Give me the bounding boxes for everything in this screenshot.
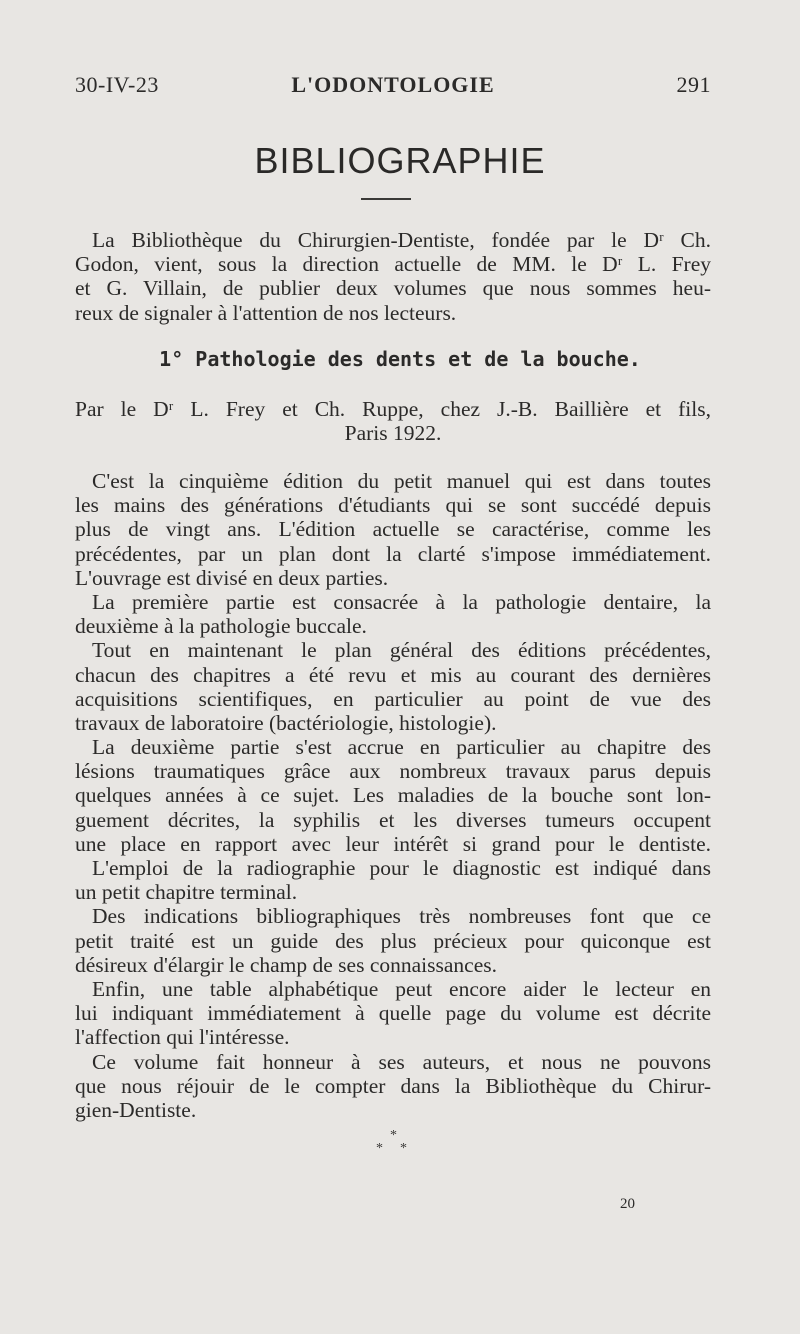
authors-text: Par le Dʳ L. Frey et Ch. Ruppe, chez J.-B. Baillière et fils, (75, 397, 711, 421)
body-line: que nous réjouir de le compter dans la Bibliothèque du Chirur- (75, 1073, 711, 1098)
body-line: lui indiquant immédiatement à quelle page du volume est décrite (75, 1001, 711, 1026)
body-line: plus de vingt ans. L'édition actuelle se caractérise, comme les (75, 517, 711, 542)
section-heading: 1° Pathologie des dents et de la bouche. (159, 347, 641, 371)
running-head (75, 72, 711, 106)
intro-line: La Bibliothèque du Chirurgien-Dentiste, fondée par le Dʳ Ch. (92, 228, 711, 252)
intro-line: reux de signaler à l'attention de nos lecteurs. (75, 300, 457, 325)
title-rule (361, 198, 411, 200)
body-line: C'est la cinquième édition du petit manuel qui est dans toutes (92, 469, 711, 493)
body-line: guement décrites, la syphilis et les diverses tumeurs occupent (75, 807, 711, 832)
authors-line (75, 397, 711, 445)
asterisk-icon: * (400, 1141, 407, 1156)
body-line: L'emploi de la radiographie pour le diagnostic est indiqué dans (92, 856, 711, 880)
body-line: désireux d'élargir le champ de ses connaissances. (75, 952, 497, 977)
body-line: précédentes, par un plan dont la clarté s'impose immédiatement. (75, 541, 711, 566)
body-line: les mains des générations d'étudiants qui se sont succédé depuis (75, 493, 711, 518)
body-line: La deuxième partie s'est accrue en particulier au chapitre des (92, 735, 711, 760)
signature-mark: 20 (620, 1196, 635, 1212)
issue-date: 30-IV-23 (75, 72, 159, 97)
body-line: petit traité est un guide des plus précieux pour quiconque est (75, 928, 711, 953)
body-line: La première partie est consacrée à la pathologie dentaire, la (92, 589, 711, 614)
body-line: Des indications bibliographiques très nombreuses font que ce (92, 904, 711, 929)
body-line: L'ouvrage est divisé en deux parties. (75, 565, 389, 590)
body-line: l'affection qui l'intéresse. (75, 1025, 290, 1050)
journal-name: L'ODONTOLOGIE (291, 72, 495, 97)
body-line: acquisitions scientifiques, en particulier au point de vue des (75, 686, 711, 711)
intro-paragraph (75, 228, 711, 325)
authors-text: Paris 1922. (344, 421, 442, 446)
page-title: BIBLIOGRAPHIE (254, 140, 546, 181)
asterisk-icon: * (390, 1128, 397, 1143)
body-line: deuxième à la pathologie buccale. (75, 614, 367, 639)
body-line: lésions traumatiques grâce aux nombreux travaux parus depuis (75, 759, 711, 784)
asterism-ornament (360, 1128, 420, 1162)
body-line: Tout en maintenant le plan général des éditions précédentes, (92, 638, 711, 663)
body-line: une place en rapport avec leur intérêt si grand pour le dentiste. (75, 831, 711, 856)
page-number-top: 291 (676, 72, 711, 97)
intro-line: Godon, vient, sous la direction actuelle de MM. le Dʳ L. Frey (75, 252, 711, 277)
review-body (75, 469, 711, 1122)
body-line: travaux de laboratoire (bactériologie, histologie). (75, 710, 497, 735)
body-line: un petit chapitre terminal. (75, 880, 298, 905)
body-line: gien-Dentiste. (75, 1097, 197, 1122)
body-line: Enfin, une table alphabétique peut encore aider le lecteur en (92, 976, 711, 1001)
body-line: Ce volume fait honneur à ses auteurs, et nous ne pouvons (92, 1049, 711, 1074)
body-line: quelques années à ce sujet. Les maladies de la bouche sont lon- (75, 783, 711, 808)
intro-line: et G. Villain, de publier deux volumes que nous sommes heu- (75, 276, 711, 301)
asterisk-icon: * (376, 1141, 383, 1156)
body-line: chacun des chapitres a été revu et mis au courant des dernières (75, 662, 711, 687)
